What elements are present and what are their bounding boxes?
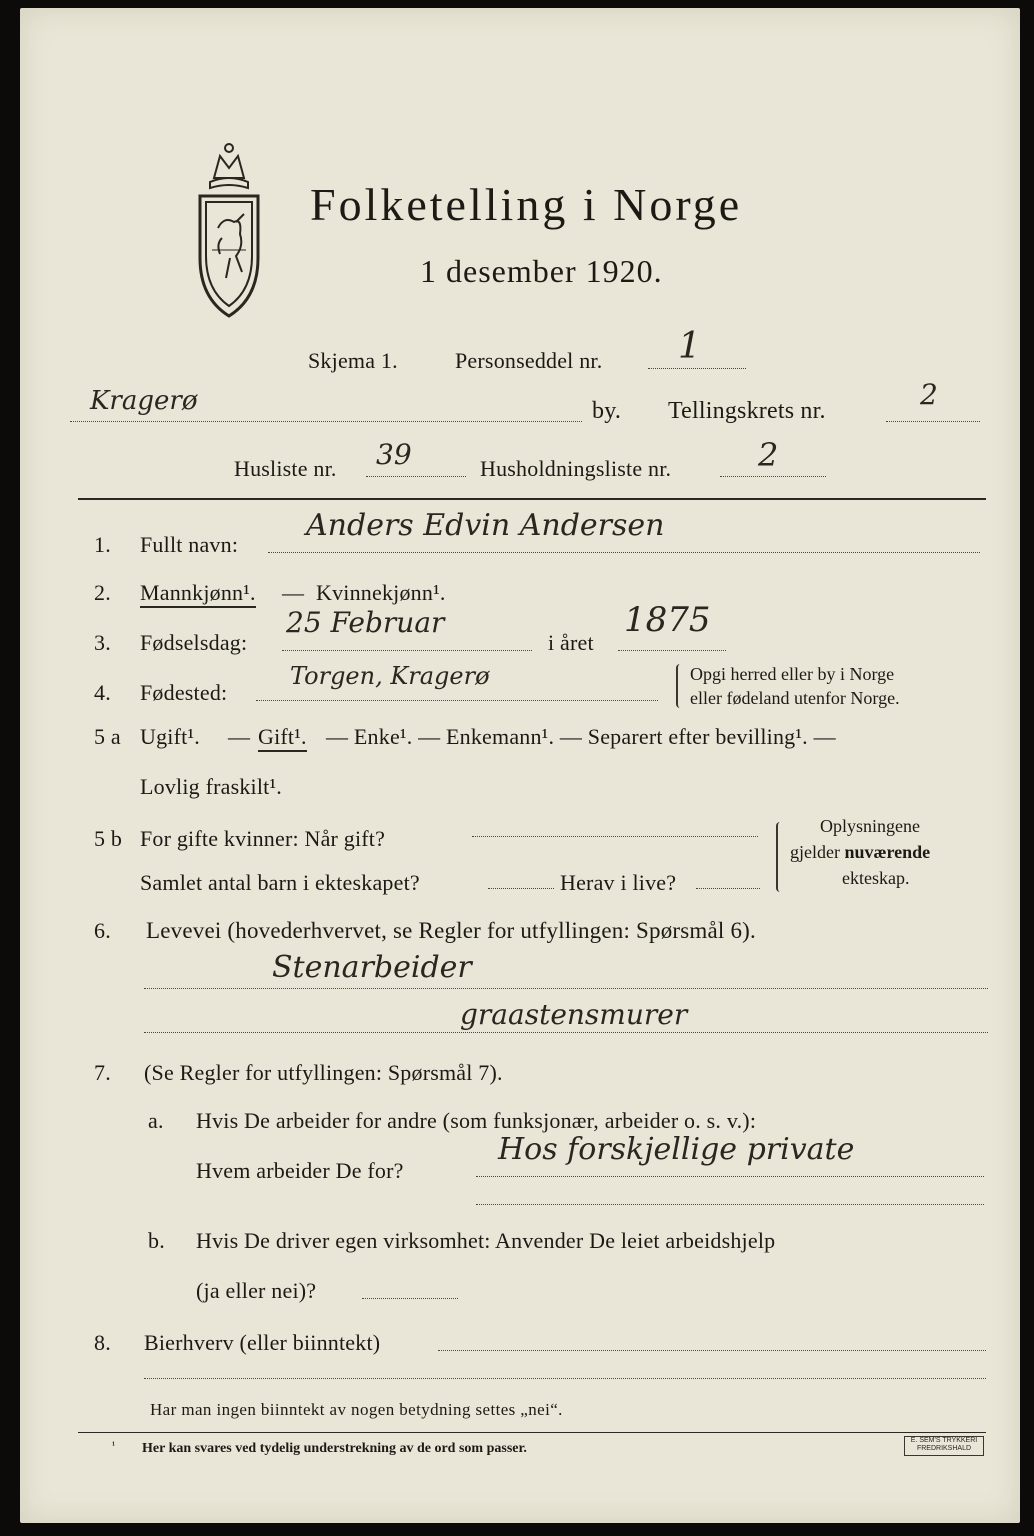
census-form (20, 8, 1020, 1523)
q7b-line (362, 1298, 458, 1299)
q6-occupation-value-2: graastensmurer (460, 998, 688, 1031)
personseddel-value: 1 (678, 326, 701, 367)
q2-male-option: Mannkjønn¹. (140, 580, 256, 608)
q5a-gift-option: Gift¹. (258, 724, 307, 752)
q3-year-line (618, 650, 726, 651)
q7a-line1 (476, 1176, 984, 1177)
q5b-note-line1: Oplysningene (820, 816, 920, 836)
q7-number: 7. (94, 1060, 111, 1085)
q7b-question: (ja eller nei)? (196, 1278, 317, 1303)
q6-line2 (144, 1032, 988, 1033)
q4-label: Fødested: (140, 680, 228, 705)
q7b-text: Hvis De driver egen virksomhet: Anvender De leiet arbeidshjelp (196, 1228, 776, 1253)
personseddel-line (648, 368, 746, 369)
q1-number: 1. (94, 532, 111, 557)
q5a-other-options: — Enke¹. — Enkemann¹. — Separert efter bevilling¹. — (326, 724, 836, 749)
footnote-mark: ¹ (112, 1440, 115, 1451)
q2-separator: — (282, 580, 305, 605)
q3-number: 3. (94, 630, 111, 655)
tellingskrets-line (886, 421, 980, 422)
census-date: 1 desember 1920. (420, 253, 663, 289)
footnote-text: Her kan svares ved tydelig understrekning av de ord som passer. (142, 1441, 527, 1456)
husholdning-line (720, 476, 826, 477)
q5b-brace (776, 822, 784, 892)
q5a-ugift-option: Ugift¹. (140, 724, 200, 749)
q5b-children-line (488, 888, 554, 889)
husholdning-value: 2 (758, 436, 779, 474)
q7a-line2 (476, 1204, 984, 1205)
by-line (70, 421, 582, 422)
q3-birthday-value: 25 Februar (286, 606, 445, 639)
q5b-note-line3: ekteskap. (842, 868, 910, 888)
q2-female-option: Kvinnekjønn¹. (316, 580, 446, 605)
footer-divider (78, 1432, 986, 1433)
footer-note: Har man ingen biinntekt av nogen betydning settes „nei“. (150, 1400, 563, 1419)
q4-note-line1: Opgi herred eller by i Norge (690, 664, 895, 684)
q5b-note-line2b: nuværende (844, 842, 931, 862)
skjema-label: Skjema 1. (308, 348, 398, 373)
q7a-question: Hvem arbeider De for? (196, 1158, 404, 1183)
q4-line (256, 700, 658, 701)
q6-label: Levevei (hovederhvervet, se Regler for utfyllingen: Spørsmål 6). (146, 918, 756, 943)
printer-stamp (904, 1436, 984, 1456)
by-value: Kragerø (90, 386, 198, 416)
q5b-children-label: Samlet antal barn i ekteskapet? (140, 870, 420, 895)
husliste-label: Husliste nr. (234, 456, 337, 481)
q7a-employer-value: Hos forskjellige private (498, 1132, 855, 1167)
q1-label: Fullt navn: (140, 532, 239, 557)
tellingskrets-label: Tellingskrets nr. (668, 398, 826, 424)
q5b-married-when-line (472, 836, 758, 837)
printer-stamp-line2: FREDRIKSHALD (916, 1445, 972, 1452)
q5b-number: 5 b (94, 826, 123, 851)
tellingskrets-value: 2 (920, 378, 938, 411)
q5a-number: 5 a (94, 724, 121, 749)
q6-occupation-value: Stenarbeider (272, 950, 472, 985)
q3-line (282, 650, 532, 651)
husholdning-label: Husholdningsliste nr. (480, 456, 672, 481)
q5b-alive-line (696, 888, 760, 889)
q7-label: (Se Regler for utfyllingen: Spørsmål 7). (144, 1060, 503, 1085)
q8-line1 (438, 1350, 986, 1351)
husliste-value: 39 (376, 438, 412, 471)
q7a-text: Hvis De arbeider for andre (som funksjonær, arbeider o. s. v.): (196, 1108, 757, 1133)
by-label: by. (592, 398, 622, 424)
q1-full-name-value: Anders Edvin Andersen (306, 508, 665, 543)
q3-label: Fødselsdag: (140, 630, 248, 655)
q3-year-value: 1875 (624, 600, 711, 640)
q6-number: 6. (94, 918, 111, 943)
q4-birthplace-value: Torgen, Kragerø (290, 662, 490, 690)
husliste-line (366, 476, 466, 477)
q5b-married-when-label: For gifte kvinner: Når gift? (140, 826, 386, 851)
header-divider (78, 498, 986, 500)
q5a-fraskilt-option: Lovlig fraskilt¹. (140, 774, 282, 799)
form-title: Folketelling i Norge (310, 179, 743, 230)
q4-brace (676, 664, 684, 708)
norway-coat-of-arms-icon (186, 138, 272, 328)
q5b-note-line2a: gjelder (790, 842, 845, 862)
q8-line2 (144, 1378, 986, 1379)
q7a-letter: a. (148, 1108, 164, 1133)
q3-year-label: i året (548, 630, 594, 655)
q5a-separator: — (228, 724, 251, 749)
q7b-letter: b. (148, 1228, 165, 1253)
q1-line (268, 552, 980, 553)
q2-number: 2. (94, 580, 111, 605)
personseddel-label: Personseddel nr. (455, 348, 603, 373)
q4-note-line2: eller fødeland utenfor Norge. (690, 688, 900, 708)
q5b-alive-label: Herav i live? (560, 870, 677, 895)
q6-line1 (144, 988, 988, 989)
printer-stamp-line1: E. SEM'S TRYKKERI (910, 1437, 978, 1444)
q4-number: 4. (94, 680, 111, 705)
q8-label: Bierhverv (eller biinntekt) (144, 1330, 381, 1355)
q8-number: 8. (94, 1330, 111, 1355)
